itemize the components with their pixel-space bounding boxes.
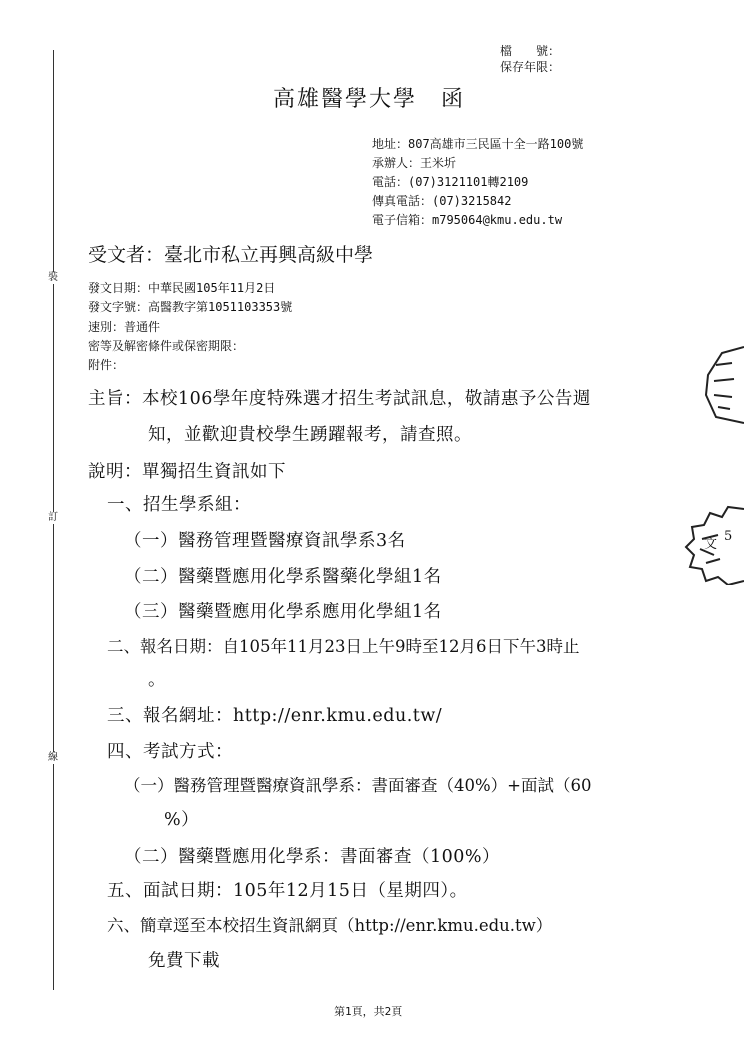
stamp-number: 5 (724, 529, 733, 544)
explanation-item: （三）醫藥暨應用化學系應用化學組1名 (124, 602, 442, 622)
security-level: 密等及解密條件或保密期限： (88, 339, 245, 353)
issue-date: 發文日期：中華民國105年11月2日 (88, 281, 276, 295)
explanation-item: 四、考試方式： (107, 742, 233, 762)
explanation-item: （二）醫藥暨應用化學系醫藥化學組1名 (124, 567, 442, 587)
subject-line-1: 主旨：本校106學年度特殊選才招生考試訊息，敬請惠予公告週 (88, 389, 591, 409)
reference-number: 發文字號：高醫教字第1051103353號 (88, 300, 293, 314)
explanation-item: %） (164, 810, 200, 830)
explanation-item: 六、簡章逕至本校招生資訊網頁（http://enr.kmu.edu.tw） (107, 916, 553, 935)
file-number-label: 檔 號： (500, 44, 561, 58)
official-seal-stamp (702, 345, 744, 425)
binding-label-xian: 線 (48, 752, 58, 763)
sender-fax: 傳真電話：(07)3215842 (372, 194, 512, 208)
explanation-item: （一）醫務管理暨醫療資訊學系3名 (124, 531, 406, 551)
explanation-heading: 說明：單獨招生資訊如下 (88, 462, 286, 482)
recipient: 受文者：臺北市私立再興高級中學 (88, 244, 374, 266)
binding-label-zhuang: 裝 (48, 272, 58, 283)
stamp-character: 文 (704, 537, 718, 552)
retention-period-label: 保存年限： (500, 60, 561, 74)
postage-stamp-fragment (684, 505, 744, 585)
explanation-item: 免費下載 (148, 951, 220, 971)
explanation-item: 一、招生學系組： (107, 495, 251, 515)
sender-address: 地址：807高雄市三民區十全一路100號 (372, 137, 584, 151)
explanation-item: 二、報名日期：自105年11月23日上午9時至12月6日下午3時止 (107, 637, 580, 656)
document-title: 高雄醫學大學 函 (273, 87, 466, 112)
delivery-speed: 速別：普通件 (88, 320, 161, 334)
page-number: 第1頁，共2頁 (334, 1005, 403, 1018)
explanation-item: 。 (148, 670, 166, 690)
explanation-item: 三、報名網址：http://enr.kmu.edu.tw/ (107, 706, 443, 726)
explanation-item: （二）醫藥暨應用化學系：書面審查（100%） (124, 847, 501, 867)
binding-label-ding: 訂 (48, 512, 58, 523)
subject-line-2: 知，並歡迎貴校學生踴躍報考，請查照。 (148, 425, 472, 445)
sender-contact: 承辦人：王米圻 (372, 156, 457, 170)
explanation-item: （一）醫務管理暨醫療資訊學系：書面審查（40%）+面試（60 (124, 776, 592, 795)
sender-phone: 電話：(07)3121101轉2109 (372, 175, 529, 189)
explanation-item: 五、面試日期：105年12月15日（星期四）。 (107, 881, 468, 901)
attachment: 附件： (88, 358, 125, 372)
sender-email: 電子信箱：m795064@kmu.edu.tw (372, 213, 563, 227)
